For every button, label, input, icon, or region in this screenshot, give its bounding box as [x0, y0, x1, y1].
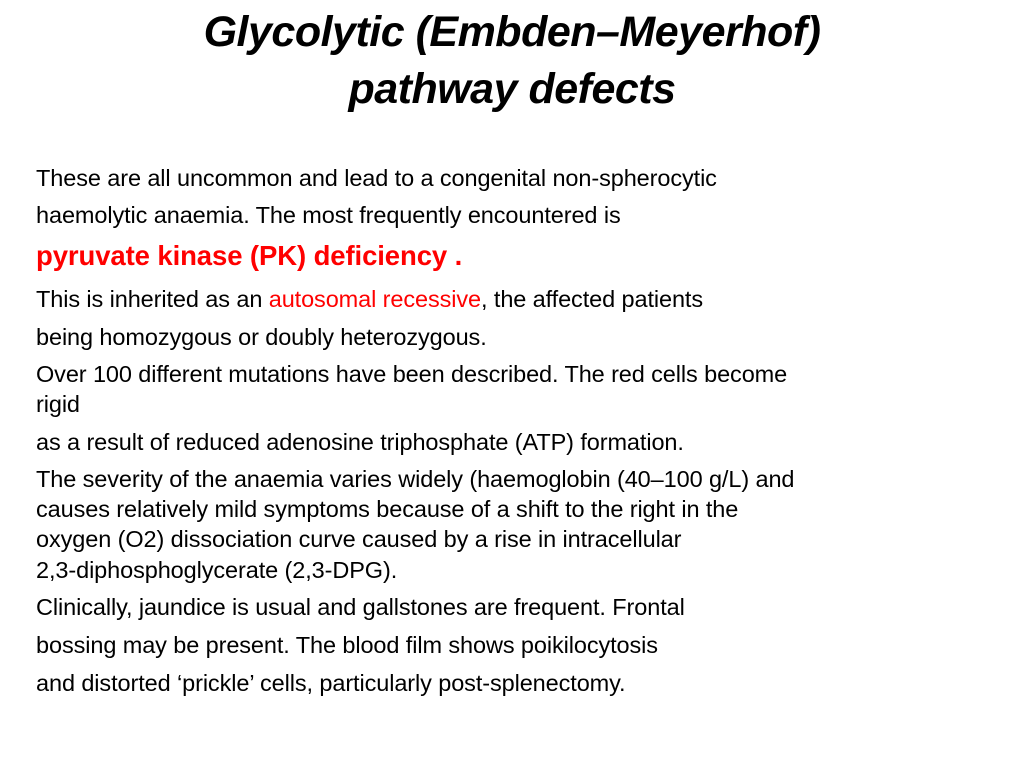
title-line-2: pathway defects	[348, 65, 676, 113]
autosomal-recessive-term: autosomal recessive	[268, 286, 482, 312]
body-line-severity-3: oxygen (O2) dissociation curve caused by a rise in intracellular	[36, 526, 682, 552]
body-line-atp: as a result of reduced adenosine triphosphate (ATP) formation.	[36, 429, 684, 455]
body-line-clinical-3: and distorted ‘prickle’ cells, particularly post-splenectomy.	[36, 670, 626, 696]
body-line-1: These are all uncommon and lead to a congenital non-spherocytic	[36, 165, 717, 191]
body-line-zygosity: being homozygous or doubly heterozygous.	[36, 324, 487, 350]
slide-title	[0, 4, 1024, 118]
inheritance-text-end: , the affected patients	[481, 286, 704, 312]
body-line-inheritance	[36, 284, 703, 314]
body-line-clinical-2: bossing may be present. The blood film shows poikilocytosis	[36, 632, 658, 658]
body-line-severity-2: causes relatively mild symptoms because of a shift to the right in the	[36, 496, 739, 522]
body-line-2: haemolytic anaemia. The most frequently encountered is	[36, 202, 621, 228]
body-line-mutations-2: rigid	[36, 391, 80, 417]
body-line-severity-4: 2,3-diphosphoglycerate (2,3-DPG).	[36, 557, 398, 583]
inheritance-text-start: This is inherited as an	[36, 286, 269, 312]
body-line-mutations-1: Over 100 different mutations have been described. The red cells become	[36, 361, 788, 387]
highlight-pk-deficiency: pyruvate kinase (PK) deficiency .	[36, 240, 463, 271]
body-line-severity-1: The severity of the anaemia varies widely (haemoglobin (40–100 g/L) and	[36, 466, 795, 492]
title-line-1: Glycolytic (Embden–Meyerhof)	[203, 8, 821, 56]
body-line-clinical-1: Clinically, jaundice is usual and gallstones are frequent. Frontal	[36, 594, 685, 620]
